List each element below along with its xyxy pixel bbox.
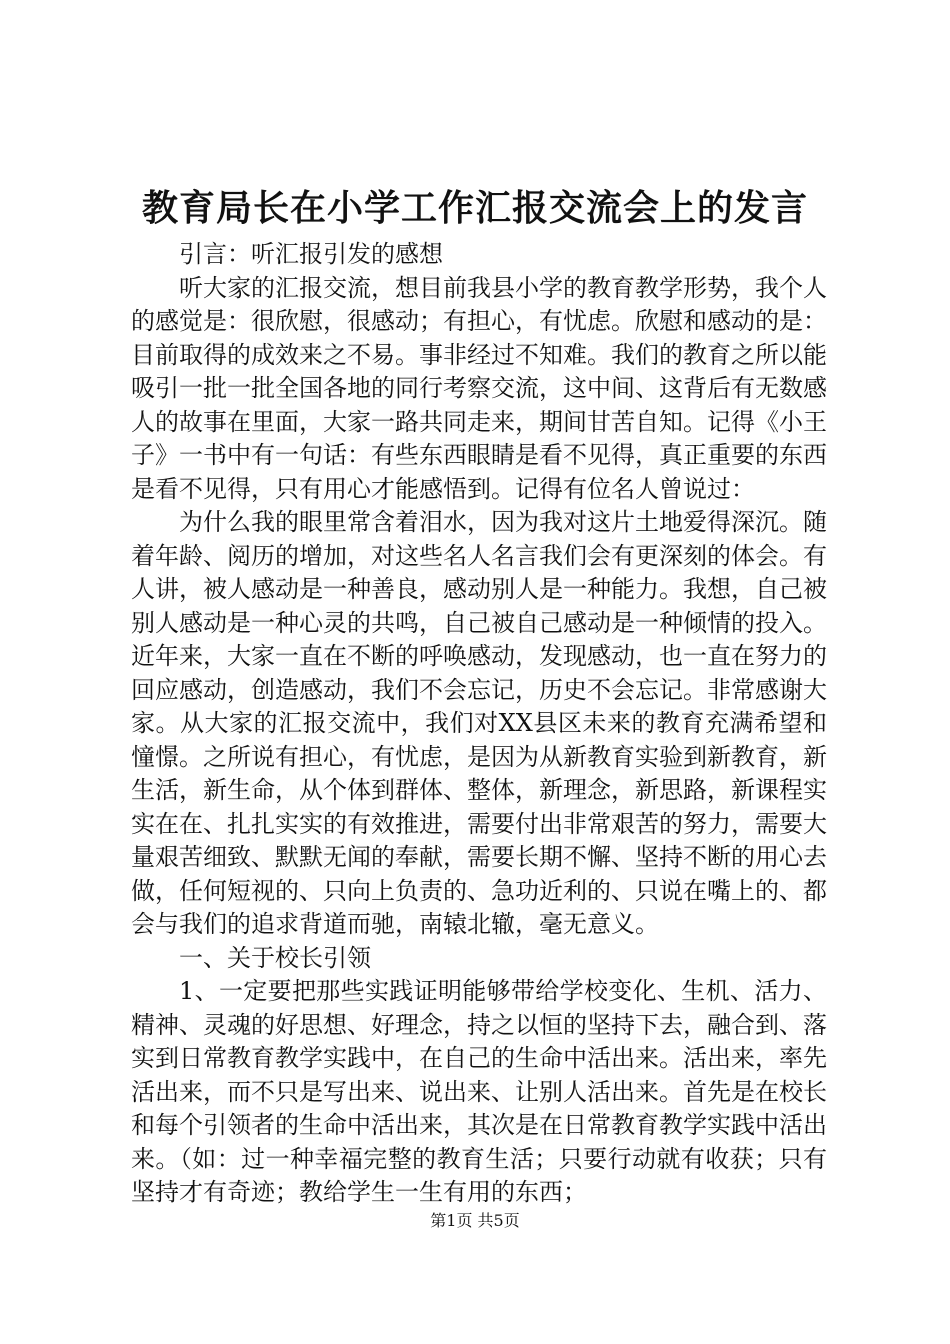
page-number-footer: 第1页 共5页 bbox=[430, 1211, 520, 1230]
paragraph-intro-heading: 引言：听汇报引发的感想 bbox=[179, 240, 443, 268]
paragraph-1: 听大家的汇报交流，想目前我县小学的教育教学形势，我个人的感觉是：很欣慰，很感动；有担心，有忧虑。欣慰和感动的是：目前取得的成效来之不易。事非经过不知难。我们的教育之所以能吸引一批一批全国各地的同行考察交流，这中间、这背后有无数感人的故事在里面，大家一路共同走来，期间甘苦自知。记得《小王子》一书中有一句话：有些东西眼睛是看不见得，真正重要的东西是看不见得，只有用心才能感悟到。记得有位名人曾说过： bbox=[131, 273, 827, 503]
paragraph-3: 1、一定要把那些实践证明能够带给学校变化、生机、活力、精神、灵魂的好思想、好理念，持之以恒的坚持下去，融合到、落实到日常教育教学实践中，在自己的生命中活出来。活出来，率先活出来，而不只是写出来、说出来、让别人活出来。首先是在校长和每个引领者的生命中活出来，其次是在日常教育教学实践中活出来。（如：过一种幸福完整的教育生活；只要行动就有收获；只有坚持才有奇迹；教给学生一生有用的东西； bbox=[131, 977, 827, 1206]
document-title: 教育局长在小学工作汇报交流会上的发言 bbox=[141, 188, 808, 229]
document-body bbox=[131, 238, 827, 1210]
paragraph-2: 为什么我的眼里常含着泪水，因为我对这片土地爱得深沉。随着年龄、阅历的增加，对这些名人名言我们会有更深刻的体会。有人讲，被人感动是一种善良，感动别人是一种能力。我想，自己被别人感动是一种心灵的共鸣，自己被自己感动是一种倾情的投入。近年来，大家一直在不断的呼唤感动，发现感动，也一直在努力的回应感动，创造感动，我们不会忘记，历史不会忘记。非常感谢大家。从大家的汇报交流中，我们对XX县区未来的教育充满希望和憧憬。之所说有担心，有忧虑，是因为从新教育实验到新教育，新生活，新生命，从个体到群体、整体，新理念，新思路，新课程实实在在、扎扎实实的有效推进，需要付出非常艰苦的努力，需要大量艰苦细致、默默无闻的奉献，需要长期不懈、坚持不断的用心去做，任何短视的、只向上负责的、急功近利的、只说在嘴上的、都会与我们的追求背道而驰，南辕北辙，毫无意义。 bbox=[131, 508, 827, 938]
section-heading-principal-leadership: 一、关于校长引领 bbox=[179, 943, 371, 972]
